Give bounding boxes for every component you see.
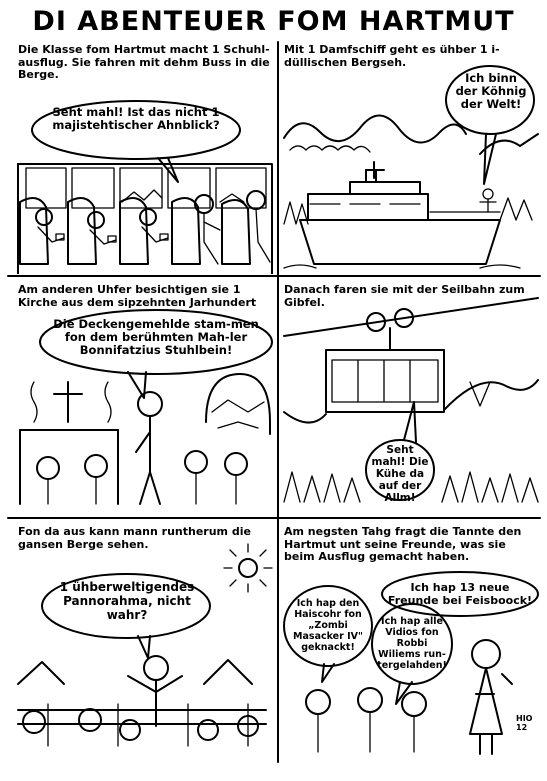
speech-bubble: Ich binn der Köhnig der Welt! bbox=[455, 71, 527, 111]
panel-caption: Fon da aus kann mann runtherum die gansen Berge sehen. bbox=[18, 525, 251, 551]
panel-church bbox=[8, 282, 276, 514]
bus-drawing bbox=[8, 42, 276, 274]
panel-caption: Die Klasse fom Hartmut macht 1 Schuhl-ausflug. Sie fahren mit dehm Buss in die Berge. bbox=[18, 43, 270, 81]
panel-cable-car bbox=[280, 282, 542, 514]
panel-caption: Am negsten Tahg fragt die Tannte den Hartmut unt seine Freunde, was sie beim Ausflug gemacht haben. bbox=[284, 525, 522, 563]
speech-bubble: 1 ühberweltigendes Pannorahma, nicht wahr? bbox=[59, 580, 195, 622]
speech-bubble: Die Deckengemehlde stam-men fon dem berühmten Mah-ler Bonnifatzius Stuhlbein! bbox=[53, 317, 259, 357]
panel-panorama bbox=[8, 524, 276, 760]
speech-bubble: Seht mahl! Die Kühe da auf der Allm! bbox=[371, 444, 429, 504]
panel-caption: Danach faren sie mit der Seilbahn zum Gibfel. bbox=[284, 283, 525, 309]
comic-title: DI ABENTEUER FOM HARTMUT bbox=[32, 6, 515, 37]
speech-bubble: Ich hap den Haiscohr fon „Zombi Masacker IV" geknackt! bbox=[293, 598, 363, 653]
artist-signature: HIO 12 bbox=[516, 714, 533, 732]
speech-bubble: Seht mahl! Ist das nicht 1 majistehtischer Ahnblick? bbox=[52, 105, 220, 132]
panel-aunt bbox=[280, 524, 542, 760]
speech-bubble: Ich hap alle Vidios fon Robbi Wiliems run-tergelahden! bbox=[377, 616, 447, 671]
speech-bubble: Ich hap 13 neue Freunde bei Feisboock! bbox=[387, 581, 533, 607]
panel-caption: Mit 1 Damfschiff geht es ühber 1 i-düllischen Bergseh. bbox=[284, 43, 500, 69]
panorama-drawing bbox=[8, 524, 276, 760]
panel-bus bbox=[8, 42, 276, 274]
panel-caption: Am anderen Uhfer besichtigen sie 1 Kirche aus dem sipzehnten Jarhundert bbox=[18, 283, 257, 309]
panel-steamship bbox=[280, 42, 542, 274]
